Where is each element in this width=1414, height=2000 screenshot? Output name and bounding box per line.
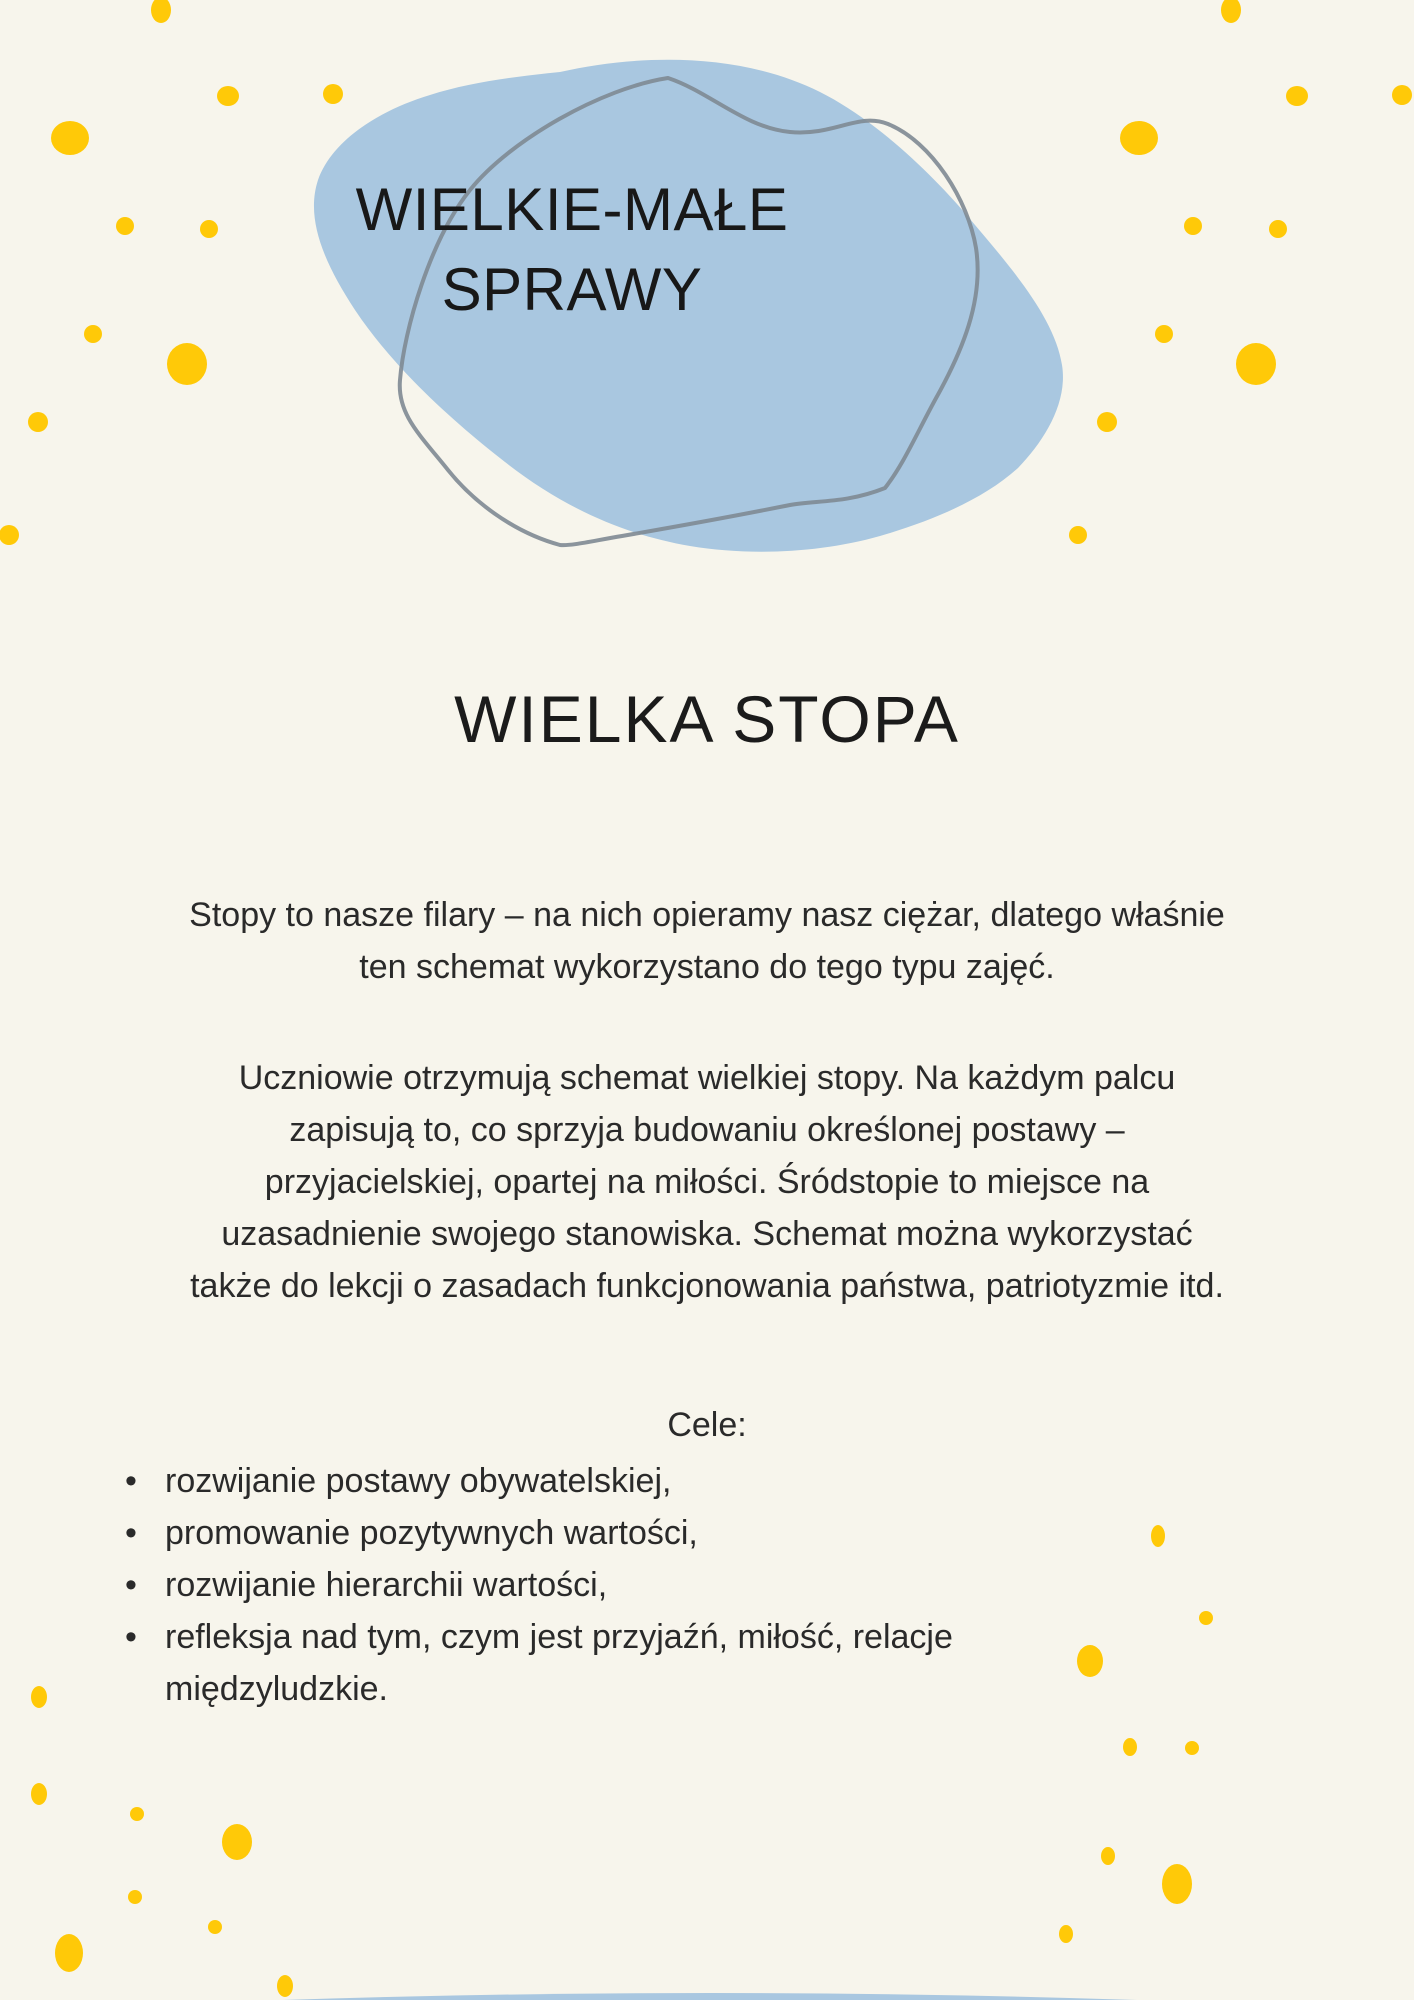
cover-title [172, 170, 972, 330]
decorative-dot [1101, 1847, 1115, 1865]
decorative-dot [217, 86, 239, 106]
decorative-dot [1392, 85, 1412, 105]
goals-list-item: • promowanie pozytywnych wartości, [113, 1507, 1103, 1559]
decorative-dot [323, 84, 343, 104]
description-paragraph-line: także do lekcji o zasadach funkcjonowania państwa, patriotyzmie itd. [190, 1267, 1224, 1305]
goals-list-item: • refleksja nad tym, czym jest przyjaźń, miłość, relacje międzyludzkie. [113, 1611, 1103, 1715]
decorative-dot [84, 325, 102, 343]
description-paragraph-line: zapisują to, co sprzyja budowaniu określonej postawy – [289, 1111, 1125, 1149]
decorative-dot [28, 412, 48, 432]
intro-paragraph-line: Stopy to nasze filary – na nich opieramy nasz ciężar, dlatego właśnie [189, 896, 1225, 934]
cover-title-line-2: SPRAWY [441, 256, 703, 323]
description-paragraph [0, 1052, 1414, 1312]
decorative-dot [51, 121, 89, 155]
decorative-dot [1120, 121, 1158, 155]
decorative-dot [1236, 343, 1276, 385]
decorative-dot [128, 1890, 142, 1904]
decorative-dot [1059, 1925, 1073, 1943]
goals-label: Cele: [667, 1406, 747, 1444]
decorative-dot [1269, 220, 1287, 238]
intro-paragraph [0, 889, 1414, 993]
description-paragraph-line: uzasadnienie swojego stanowiska. Schemat można wykorzystać [221, 1215, 1193, 1253]
decorative-dot [1155, 325, 1173, 343]
decorative-dot [0, 525, 19, 545]
decorative-dot [55, 1934, 83, 1972]
decorative-dot [130, 1807, 144, 1821]
decorative-dot [1123, 1738, 1137, 1756]
goals-list [113, 1455, 1103, 1715]
decorative-dot [31, 1783, 47, 1805]
description-paragraph-line: Uczniowie otrzymują schemat wielkiej stopy. Na każdym palcu [238, 1059, 1176, 1097]
decorative-dot [167, 343, 207, 385]
decorative-dot [1162, 1864, 1192, 1904]
decorative-dot [277, 1975, 293, 1997]
decorative-dot [1097, 412, 1117, 432]
decorative-dot [1069, 526, 1087, 544]
decorative-dot [1184, 217, 1202, 235]
decorative-dot [1286, 86, 1308, 106]
decorative-dot [116, 217, 134, 235]
description-paragraph-line: przyjacielskiej, opartej na miłości. Śródstopie to miejsce na [264, 1163, 1150, 1201]
decorative-dot [1151, 1525, 1165, 1547]
decorative-dot [31, 1686, 47, 1708]
decorative-dot [1221, 0, 1241, 23]
goals-list-item: • rozwijanie hierarchii wartości, [113, 1559, 1103, 1611]
intro-paragraph-line: ten schemat wykorzystano do tego typu zajęć. [359, 948, 1055, 986]
page-title: WIELKA STOPA [454, 682, 960, 756]
next-page-blob-edge [283, 1993, 1137, 2000]
decorative-dot [151, 0, 171, 23]
decorative-dot [1185, 1741, 1199, 1755]
decorative-dot [208, 1920, 222, 1934]
decorative-dot [1199, 1611, 1213, 1625]
decorative-dot [222, 1824, 252, 1860]
goals-list-item: • rozwijanie postawy obywatelskiej, [113, 1455, 1103, 1507]
cover-title-line-1: WIELKIE-MAŁE [355, 176, 789, 243]
